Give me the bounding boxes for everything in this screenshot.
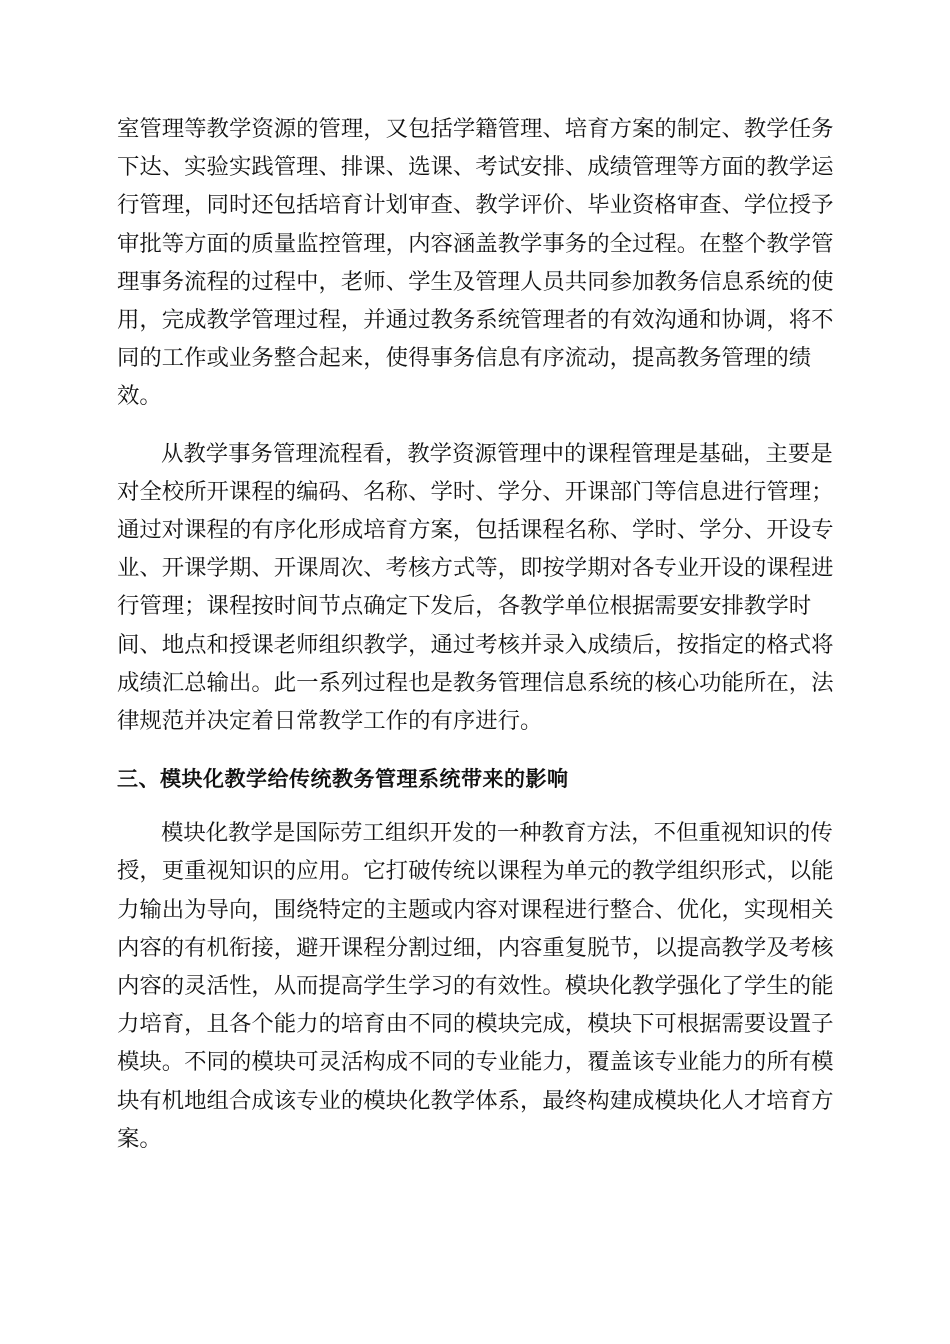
- text-line: 模块化教学是国际劳工组织开发的一种教育方法，不但重视知识的传: [161, 820, 833, 847]
- text-line: 通过对课程的有序化形成培育方案，包括课程名称、学时、学分、开设专: [117, 517, 834, 544]
- text-line: 从教学事务管理流程看，教学资源管理中的课程管理是基础，主要是: [161, 440, 833, 467]
- text-line: 对全校所开课程的编码、名称、学时、学分、开课部门等信息进行管理；: [117, 478, 834, 505]
- text-line: 内容的灵活性，从而提高学生学习的有效性。模块化教学强化了学生的能: [117, 973, 834, 1000]
- text-line: 块有机地组合成该专业的模块化教学体系，最终构建成模块化人才培育方: [117, 1087, 834, 1114]
- text-line: 理事务流程的过程中，老师、学生及管理人员共同参加教务信息系统的使: [117, 268, 834, 295]
- text-line: 内容的有机衔接，避开课程分割过细，内容重复脱节，以提高教学及考核: [117, 934, 834, 961]
- text-line: 行管理，同时还包括培育计划审查、教学评价、毕业资格审查、学位授予: [117, 192, 834, 219]
- section-heading: 三、模块化教学给传统教务管理系统带来的影响: [117, 767, 569, 792]
- text-line: 案。: [117, 1125, 162, 1152]
- text-line: 用，完成教学管理过程，并通过教务系统管理者的有效沟通和协调，将不: [117, 307, 834, 334]
- document-body: [117, 110, 833, 1158]
- text-line: 同的工作或业务整合起来，使得事务信息有序流动，提高教务管理的绩: [117, 345, 812, 372]
- text-line: 效。: [117, 383, 162, 410]
- text-line: 律规范并决定着日常教学工作的有序进行。: [117, 708, 543, 735]
- text-line: 下达、实验实践管理、排课、选课、考试安排、成绩管理等方面的教学运: [117, 154, 834, 181]
- text-line: 模块。不同的模块可灵活构成不同的专业能力，覆盖该专业能力的所有模: [117, 1049, 834, 1076]
- text-line: 审批等方面的质量监控管理，内容涵盖教学事务的全过程。在整个教学管: [117, 230, 834, 257]
- text-line: 力输出为导向，围绕特定的主题或内容对课程进行整合、优化，实现相关: [117, 896, 834, 923]
- paragraph-modular-teaching: [117, 814, 833, 1158]
- paragraph-teaching-management: [117, 110, 833, 416]
- text-line: 成绩汇总输出。此一系列过程也是教务管理信息系统的核心功能所在，法: [117, 669, 834, 696]
- text-line: 室管理等教学资源的管理，又包括学籍管理、培育方案的制定、教学任务: [117, 116, 834, 142]
- paragraph-course-management: [117, 435, 833, 741]
- text-line: 间、地点和授课老师组织教学，通过考核并录入成绩后，按指定的格式将: [117, 631, 834, 658]
- text-line: 授，更重视知识的应用。它打破传统以课程为单元的教学组织形式，以能: [117, 858, 834, 885]
- text-line: 行管理；课程按时间节点确定下发后，各教学单位根据需要安排教学时: [117, 593, 812, 620]
- text-line: 业、开课学期、开课周次、考核方式等，即按学期对各专业开设的课程进: [117, 555, 834, 582]
- text-line: 力培育，且各个能力的培育由不同的模块完成，模块下可根据需要设置子: [117, 1011, 834, 1038]
